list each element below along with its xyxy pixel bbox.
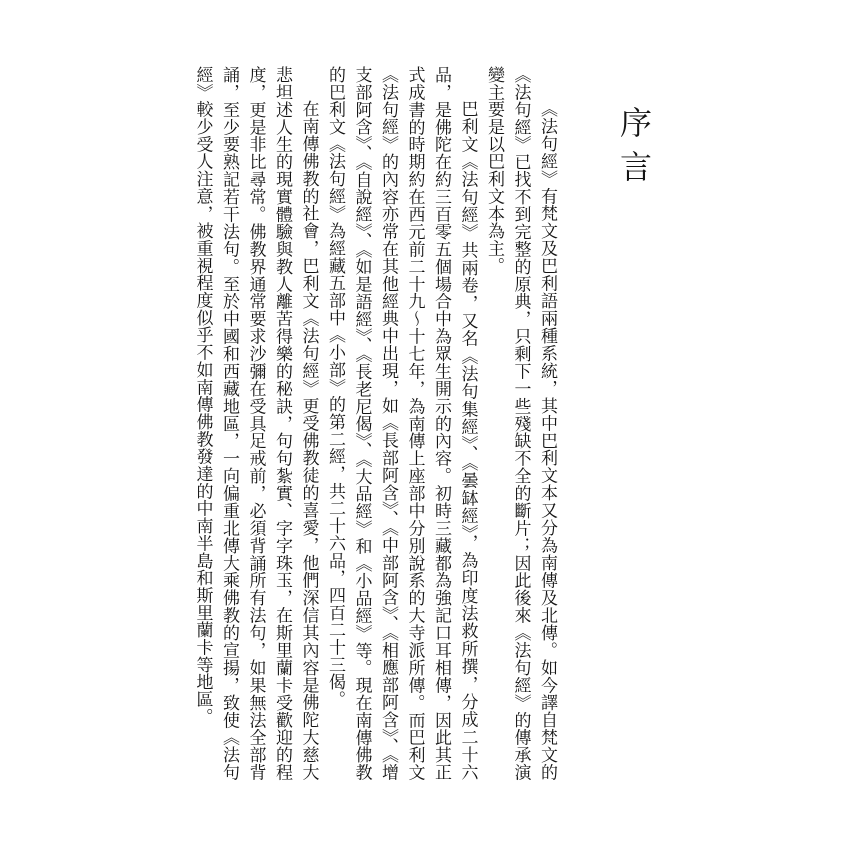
- paragraph: 巴利文《法句經》共兩卷，又名《法句集經》、《曇缽經》，為印度法救所撰，分成二十六品，是佛陀在約三百零五個場合中為眾生開示的內容。初時三藏都為強記口耳相傳，因此其正式成書的時期約在西元前二十九～十七年，為南傳上座部中分別說系的大寺派所傳。而巴利文《法句經》的內容亦常在其他經典中出現，如《長部阿含》、《中部阿含》、《相應部阿含》、《增支部阿含》、《自說經》、《如是語經》、《長老尼偈》、《大品經》和《小品經》等。現在南傳佛教的巴利文《法句經》為經藏五部中《小部》的第二經，共二十六品，四百二十三偈。: [325, 66, 478, 781]
- paragraph: 在南傳佛教的社會，巴利文《法句經》更受佛教徒的喜愛，他們深信其內容是佛陀大慈大悲坦述人生的現實體驗與教人離苦得樂的秘訣，句句紮實、字字珠玉，在斯里蘭卡受歡迎的程度，更是非比尋常。佛教界通常要求沙彌在受具足戒前，必須背誦所有法句，如果無法全部背誦，至少要熟記若干法句。至於中國和西藏地區，一向偏重北傳大乘佛教的宣揚，致使《法句經》較少受人注意，被重視程度似乎不如南傳佛教發達的中南半島和斯里蘭卡等地區。: [192, 66, 319, 781]
- paragraph: 《法句經》有梵文及巴利語兩種系統，其中巴利文本又分為南傳及北傳。如今譯自梵文的《法句經》已找不到完整的原典，只剩下一些殘缺不全的斷片；因此後來《法句經》的傳承演變主要是以巴利文本為主。: [484, 66, 557, 781]
- page-title: 序言: [615, 106, 653, 194]
- body-text: [192, 66, 560, 781]
